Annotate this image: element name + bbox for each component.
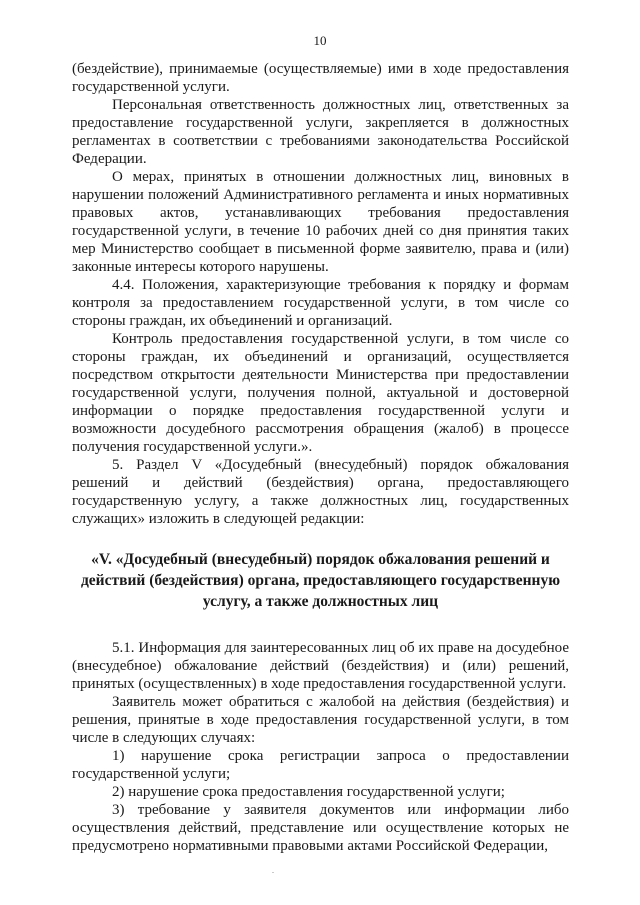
section-title: «V. «Досудебный (внесудебный) порядок обжалования решений и действий (бездействия) органа, предоставляющего государственную услугу, а также должностных лиц (80, 551, 561, 610)
page-number: 10 (313, 33, 327, 48)
paragraph-7: 5.1. Информация для заинтересованных лиц об их праве на досудебное (внесудебное) обжалование действий (бездействия) и (или) решений, принятых (осуществленных) в ходе предоставления государственной услуги. (72, 640, 569, 692)
paragraph-8: Заявитель может обратиться с жалобой на действия (бездействия) и решения, принятые в ходе предоставления государственной услуги, в том числе в следующих случаях: (72, 694, 569, 746)
paragraph-4: 4.4. Положения, характеризующие требования к порядку и формам контроля за предоставлением государственной услуги, в том числе со стороны граждан, их объединений и организаций. (72, 277, 569, 329)
paragraph-5: Контроль предоставления государственной услуги, в том числе со стороны граждан, их объединений и организаций, осуществляется посредством открытости деятельности Министерства при предоставлении государственной услуги, получения полной, актуальной и достоверной информации о порядке предоставления государственной услуги и возможности досудебного рассмотрения обращения (жалоб) в процессе получения государственной услуги.». (72, 331, 569, 455)
list-item-1: 1) нарушение срока регистрации запроса о предоставлении государственной услуги; (72, 748, 569, 782)
paragraph-6: 5. Раздел V «Досудебный (внесудебный) порядок обжалования решений и действий (бездействия) органа, предоставляющего государственную услугу, а также должностных лиц, государственных служащих» изложить в следующей редакции: (72, 457, 569, 527)
footer-mark: . (272, 866, 274, 875)
document-body (72, 60, 569, 855)
paragraph-3: О мерах, принятых в отношении должностных лиц, виновных в нарушении положений Административного регламента и иных нормативных правовых актов, устанавливающих требования предоставления государственной услуги, в течение 10 рабочих дней со дня принятия таких мер Министерство сообщает в письменной форме заявителю, права и (или) законные интересы которого нарушены. (72, 169, 569, 275)
list-item-2: 2) нарушение срока предоставления государственной услуги; (112, 784, 505, 800)
paragraph-2: Персональная ответственность должностных лиц, ответственных за предоставление государственной услуги, закрепляется в должностных регламентах в соответствии с требованиями законодательства Российской Федерации. (72, 97, 569, 167)
list-item-3: 3) требование у заявителя документов или информации либо осуществления действий, представление или осуществление которых не предусмотрено нормативными правовыми актами Российской Федерации, (72, 802, 569, 854)
paragraph-1: (бездействие), принимаемые (осуществляемые) ими в ходе предоставления государственной услуги. (72, 61, 569, 95)
